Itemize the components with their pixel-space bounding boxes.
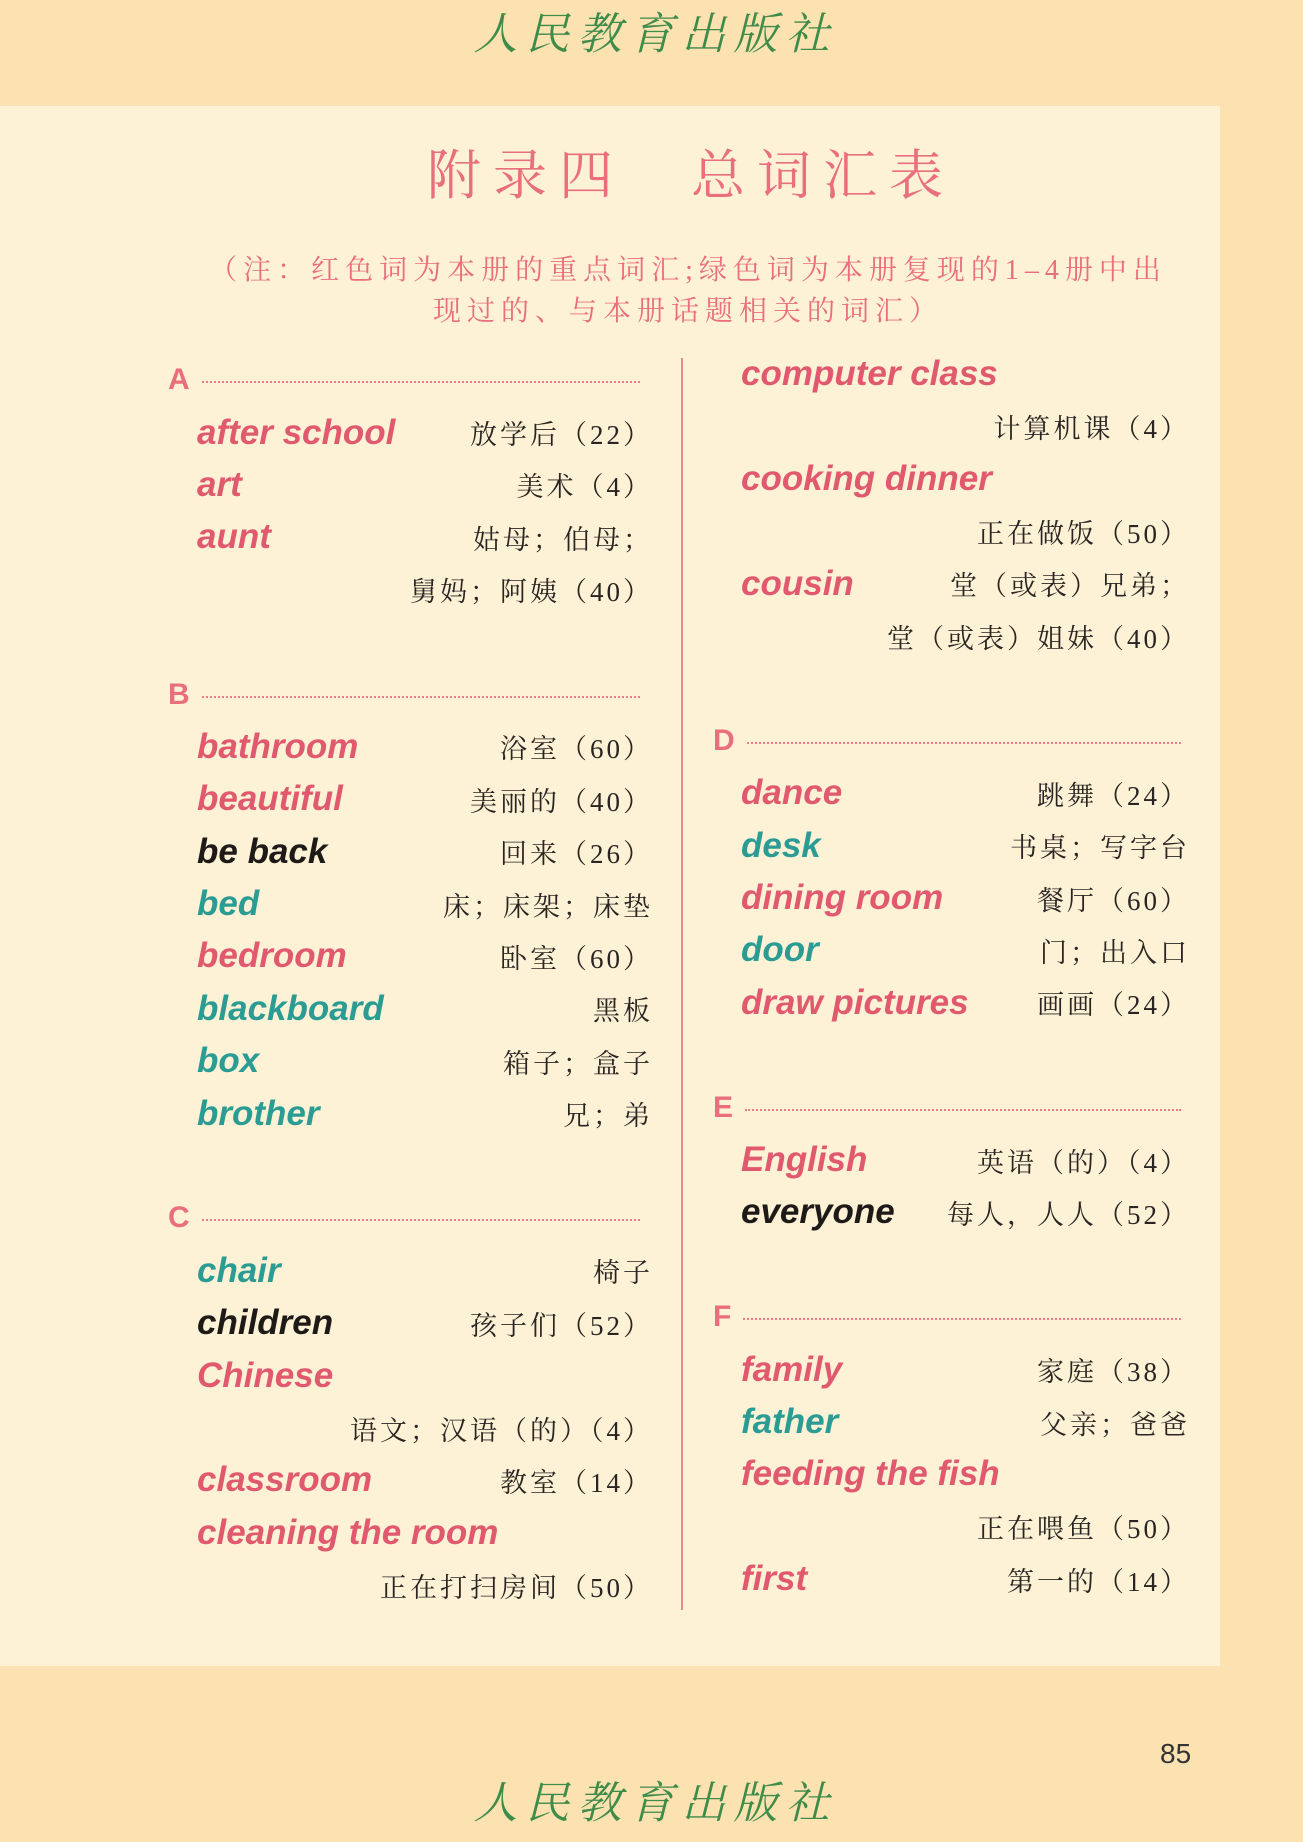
entry-line [168,564,653,616]
vocab-entry [713,924,1190,976]
vocab-meaning: 堂（或表）姐妹（40） [887,623,1190,654]
vocab-entry [713,453,1190,558]
vocab-meaning: 正在喂鱼（50） [977,1514,1190,1545]
entry-line [168,1297,653,1349]
vocab-entry [168,721,653,773]
section-gap [713,1029,1187,1081]
section-gap [168,1140,650,1192]
section-letter: C [168,1201,190,1235]
entry-line [713,820,1190,872]
vocab-entry [168,1035,653,1087]
vocab-entry [713,1134,1190,1186]
vocab-meaning: 床；床架；床垫 [443,891,653,922]
vocab-meaning: 姑母；伯母； [473,524,653,555]
vocab-entry [168,511,653,616]
column-divider [681,358,683,1610]
vocab-meaning: 卧室（60） [500,943,653,974]
vocab-word: children [197,1303,334,1343]
vocab-meaning: 浴室（60） [500,734,653,765]
vocab-word: draw pictures [741,982,969,1022]
entry-line [168,1559,653,1611]
dotted-rule [202,1219,640,1221]
vocab-meaning: 堂（或表）兄弟； [950,571,1190,602]
section-letter: F [713,1300,732,1334]
vocab-meaning: 兄；弟 [563,1101,653,1132]
section-gap [713,1239,1187,1291]
publisher-logo-top: 人民教育出版社 [473,9,838,60]
entry-line [168,1402,653,1454]
entry-line [168,459,653,511]
vocab-word: aunt [197,517,271,557]
entry-line [168,773,653,825]
vocab-entry [168,459,653,511]
vocab-word: computer class [741,354,998,394]
vocab-meaning: 跳舞（24） [1037,780,1190,811]
vocab-word: family [741,1349,843,1389]
section-b [168,668,653,1140]
vocab-meaning: 椅子 [593,1258,653,1289]
section-gap [713,662,1187,714]
page-number: 85 [1160,1738,1192,1769]
vocab-entry [168,878,653,930]
vocab-word: beautiful [197,779,343,819]
entry-line [168,1349,650,1401]
vocab-meaning: 餐厅（60） [1037,885,1190,916]
entry-line [168,1507,650,1559]
vocab-entry [713,767,1190,819]
vocab-entry [713,1396,1190,1448]
section-c-continued [713,348,1190,662]
vocab-meaning: 美丽的（40） [470,786,653,817]
vocab-word: be back [197,831,328,871]
vocab-entry [168,930,653,982]
section-e [713,1081,1190,1238]
vocab-meaning: 教室（14） [500,1467,653,1498]
page-title: 附录四 总词汇表 [427,146,955,206]
entry-line [168,1087,653,1139]
section-header [713,1081,1187,1133]
vocab-word: everyone [741,1192,895,1232]
entry-line [713,453,1187,505]
vocab-meaning: 正在打扫房间（50） [380,1572,653,1603]
entry-line [168,930,653,982]
entry-line [713,1501,1190,1553]
section-letter: E [713,1090,734,1124]
vocab-entry [713,820,1190,872]
vocab-entry [168,1245,653,1297]
entry-line [168,1035,653,1087]
vocab-meaning: 父亲；爸爸 [1040,1409,1190,1440]
vocab-meaning: 门；出入口 [1040,937,1190,968]
section-header [168,668,650,720]
entry-line [713,558,1190,610]
dotted-rule [745,1109,1181,1111]
vocab-word: cooking dinner [741,458,992,498]
vocab-meaning: 箱子；盒子 [503,1048,653,1079]
vocab-meaning: 正在做饭（50） [977,518,1190,549]
vocab-entry [168,773,653,825]
entry-line [713,872,1190,924]
vocab-meaning: 舅妈；阿姨（40） [410,577,653,608]
section-header [713,1291,1187,1343]
section-letter: B [168,677,190,711]
entry-line [713,1448,1187,1500]
section-header [713,715,1187,767]
vocab-meaning: 美术（4） [516,472,653,503]
vocab-meaning: 计算机课（4） [993,414,1190,445]
vocab-word: brother [197,1093,320,1133]
entry-line [168,721,653,773]
section-header [168,1192,650,1244]
vocab-meaning: 黑板 [593,996,653,1027]
vocab-word: English [741,1140,868,1180]
entry-line [713,348,1187,400]
vocab-meaning: 孩子们（52） [470,1310,653,1341]
vocab-entry [168,1454,653,1506]
vocab-entry [713,1448,1190,1553]
vocab-entry [713,1553,1190,1605]
entry-line [713,977,1190,1029]
entry-line [713,1343,1190,1395]
vocab-word: box [197,1041,260,1081]
vocab-word: desk [741,825,821,865]
entry-line [713,505,1190,557]
vocab-word: Chinese [197,1355,334,1395]
vocab-word: blackboard [197,988,384,1028]
dotted-rule [743,1318,1181,1320]
vocab-word: chair [197,1250,281,1290]
vocab-word: feeding the fish [741,1454,1000,1494]
vocab-word: art [197,464,242,504]
entry-line [713,400,1190,452]
vocab-entry [713,1343,1190,1395]
vocab-word: classroom [197,1460,373,1500]
entry-line [168,983,653,1035]
vocab-entry [168,406,653,458]
vocab-word: cousin [741,563,854,603]
vocab-meaning: 家庭（38） [1037,1357,1190,1388]
vocab-entry [168,1507,653,1612]
section-c [168,1192,653,1611]
vocab-word: bathroom [197,726,359,766]
right-column [713,348,1190,1605]
vocab-entry [713,1186,1190,1238]
note-line: 现过的、与本册话题相关的词汇） [432,296,943,327]
entry-line [713,1553,1190,1605]
section-letter: D [713,723,735,757]
entry-line [713,1396,1190,1448]
entry-line [713,1134,1190,1186]
dotted-rule [202,381,640,383]
vocab-word: bed [197,884,260,924]
section-a [168,354,653,616]
vocab-meaning: 第一的（14） [1007,1566,1190,1597]
vocab-word: first [741,1559,808,1599]
vocab-word: father [741,1402,839,1441]
color-legend-note [170,250,1200,332]
vocab-entry [168,983,653,1035]
vocab-meaning: 放学后（22） [470,420,653,451]
vocab-word: cleaning the room [197,1512,499,1552]
vocab-entry [168,1297,653,1349]
entry-line [713,924,1190,976]
vocab-meaning: 每人，人人（52） [947,1199,1190,1230]
vocab-word: dining room [741,878,944,918]
vocab-entry [713,348,1190,453]
vocab-entry [168,826,653,878]
vocab-meaning: 语文；汉语（的）（4） [350,1415,653,1446]
vocab-meaning: 英语（的）（4） [977,1147,1190,1178]
note-line: （注：红色词为本册的重点词汇;绿色词为本册复现的1–4册中出 [209,255,1167,286]
dotted-rule [202,696,640,698]
dotted-rule [747,742,1181,744]
publisher-logo-bottom: 人民教育出版社 [473,1778,838,1829]
entry-line [168,826,653,878]
vocab-entry [168,1349,653,1454]
vocab-word: after school [197,412,396,452]
vocab-word: door [741,930,819,970]
section-letter: A [168,363,190,397]
vocab-word: bedroom [197,936,347,976]
section-f [713,1291,1190,1605]
left-column [168,354,653,1611]
section-gap [168,616,650,668]
vocab-meaning: 画画（24） [1037,990,1190,1021]
entry-line [168,406,653,458]
vocab-word: dance [741,773,843,813]
entry-line [168,1245,653,1297]
section-d [713,715,1190,1029]
entry-line [713,610,1190,662]
entry-line [168,878,653,930]
vocab-entry [713,872,1190,924]
vocab-entry [168,1087,653,1139]
vocab-entry [713,558,1190,663]
section-header [168,354,650,406]
entry-line [713,767,1190,819]
entry-line [713,1186,1190,1238]
vocab-meaning: 回来（26） [500,839,653,870]
entry-line [168,511,653,563]
vocab-entry [713,977,1190,1029]
vocab-meaning: 书桌；写字台 [1010,833,1190,864]
entry-line [168,1454,653,1506]
